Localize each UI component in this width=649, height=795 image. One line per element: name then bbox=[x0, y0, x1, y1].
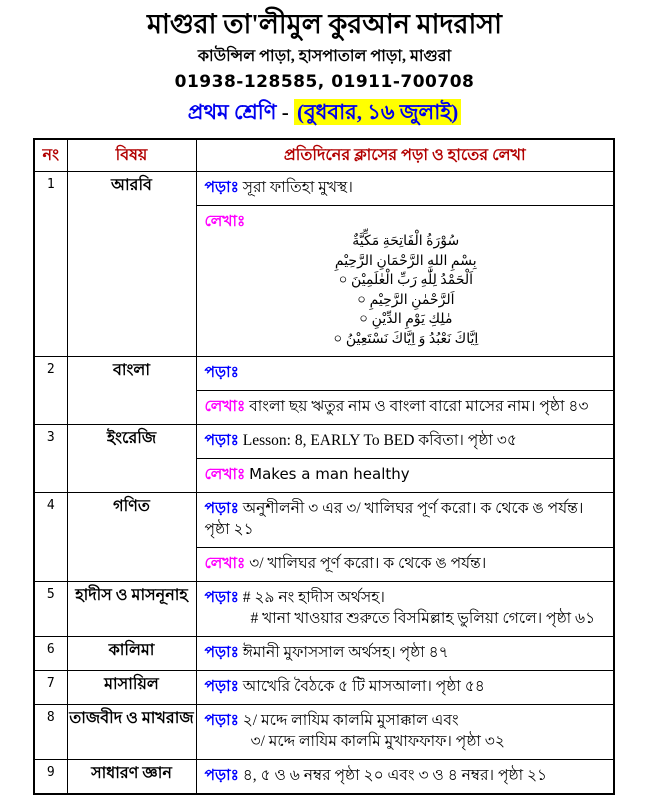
section-text: # ২৯ নং হাদীস অর্থসহ। bbox=[242, 589, 385, 606]
homework-table-body bbox=[34, 172, 614, 795]
lekha-label: লেখাঃ bbox=[204, 555, 250, 572]
column-header-number: নং bbox=[34, 139, 67, 172]
section-text: অনুশীলনী ৩ এর ৩/ খালিঘর পূর্ণ করো। ক থেকে ঙ পর্যন্ত। পৃষ্ঠা ২১ bbox=[204, 500, 584, 538]
row-number: 9 bbox=[34, 760, 67, 795]
day-date-highlight: (বুধবার, ১৬ জুলাই) bbox=[294, 99, 461, 125]
row-number: 4 bbox=[34, 493, 67, 582]
phone-numbers: 01938-128585, 01911-700708 bbox=[174, 72, 475, 92]
pora-label: পড়াঃ bbox=[204, 678, 243, 695]
subject-name: ইংরেজি bbox=[67, 425, 196, 493]
table-row bbox=[34, 760, 614, 795]
lekha-label: লেখাঃ bbox=[204, 466, 250, 483]
pora-label: পড়াঃ bbox=[204, 767, 243, 784]
row-number: 1 bbox=[34, 172, 67, 357]
class-separator: - bbox=[276, 100, 294, 124]
pora-section bbox=[197, 357, 614, 390]
row-number: 6 bbox=[34, 637, 67, 671]
subject-name: বাংলা bbox=[67, 357, 196, 425]
row-content bbox=[196, 357, 614, 425]
subject-name: গণিত bbox=[67, 493, 196, 582]
section-text: Lesson: 8, EARLY To BED কবিতা। পৃষ্ঠা ৩৫ bbox=[242, 432, 517, 449]
lekha-section bbox=[197, 390, 614, 424]
arabic-text-line: ০ اِيَّاكَ نَعْبُدُ وَ اِيَّاكَ نَسْتَعِيْنُ bbox=[333, 331, 479, 347]
subject-name: হাদীস ও মাসনূনাহ bbox=[67, 582, 196, 637]
section-text: ঈমানী মুফাসসাল অর্থসহ। পৃষ্ঠা ৪৭ bbox=[242, 644, 449, 661]
row-number: 7 bbox=[34, 671, 67, 705]
row-content bbox=[196, 582, 614, 637]
table-header-row bbox=[34, 139, 614, 172]
arabic-text-line: ০ مٰلِكِ يَوْمِ الدِّيْنِ bbox=[359, 312, 453, 327]
pora-label: পড়াঃ bbox=[204, 364, 239, 381]
pora-section bbox=[197, 637, 614, 670]
section-text: আখেরি বৈঠকে ৫ টি মাসআলা। পৃষ্ঠা ৫৪ bbox=[242, 678, 485, 695]
table-row bbox=[34, 582, 614, 637]
column-header-lessons: প্রতিদিনের ক্লাসের পড়া ও হাতের লেখা bbox=[196, 139, 614, 172]
pora-label: পড়াঃ bbox=[204, 179, 243, 196]
arabic-text-line: سُوْرَةُ الْفَاتِحَةِ مَكِّيَّةٌ bbox=[352, 234, 460, 249]
row-content bbox=[196, 172, 614, 357]
section-text: ৪, ৫ ও ৬ নম্বর পৃষ্ঠা ২০ এবং ৩ ও ৪ নম্বর। পৃষ্ঠা ২১ bbox=[242, 767, 548, 784]
row-number: 3 bbox=[34, 425, 67, 493]
row-number: 5 bbox=[34, 582, 67, 637]
row-content bbox=[196, 493, 614, 582]
subject-name: সাধারণ জ্ঞান bbox=[67, 760, 196, 795]
column-header-subject: বিষয় bbox=[67, 139, 196, 172]
pora-label: পড়াঃ bbox=[204, 432, 243, 449]
table-row bbox=[34, 705, 614, 760]
row-content bbox=[196, 637, 614, 671]
table-row bbox=[34, 172, 614, 357]
pora-section bbox=[197, 493, 614, 547]
class-and-date-line bbox=[0, 99, 649, 125]
row-number: 2 bbox=[34, 357, 67, 425]
arabic-text-line: ০ اَلْحَمْدُ لِلّٰهِ رَبِّ الْعٰلَمِيْنَ bbox=[338, 273, 474, 288]
row-content bbox=[196, 425, 614, 493]
row-content bbox=[196, 760, 614, 795]
pora-label: পড়াঃ bbox=[204, 712, 243, 729]
pora-section bbox=[197, 425, 614, 458]
lekha-section bbox=[197, 458, 614, 492]
subject-name: আরবি bbox=[67, 172, 196, 357]
lekha-section bbox=[197, 205, 614, 356]
arabic-text-line: بِسْمِ اللهِ الرَّحْمَانِ الرَّحِيْمِ bbox=[334, 253, 477, 269]
section-text: ২/ মদ্দে লাযিম কালমি মুসাক্কাল এবং bbox=[242, 712, 459, 729]
subject-name: তাজবীদ ও মাখরাজ bbox=[67, 705, 196, 760]
table-row bbox=[34, 493, 614, 582]
subject-name: মাসায়িল bbox=[67, 671, 196, 705]
table-row bbox=[34, 357, 614, 425]
pora-section bbox=[197, 172, 614, 205]
section-text: Makes a man healthy bbox=[249, 465, 410, 483]
pora-section bbox=[197, 671, 614, 704]
row-number: 8 bbox=[34, 705, 67, 760]
section-text: ৩/ খালিঘর পূর্ণ করো। ক থেকে ঙ পর্যন্ত। bbox=[249, 555, 487, 572]
pora-label: পড়াঃ bbox=[204, 500, 243, 517]
row-content bbox=[196, 705, 614, 760]
table-row bbox=[34, 425, 614, 493]
table-row bbox=[34, 637, 614, 671]
table-row bbox=[34, 671, 614, 705]
pora-section bbox=[197, 705, 614, 759]
homework-table bbox=[33, 138, 615, 795]
pora-label: পড়াঃ bbox=[204, 644, 243, 661]
arabic-text-line: ০ اَلرَّحْمٰنِ الرَّحِيْمِ bbox=[357, 292, 455, 308]
lekha-label: লেখাঃ bbox=[204, 213, 246, 230]
lekha-label: লেখাঃ bbox=[204, 398, 250, 415]
section-extra-line: # খানা খাওয়ার শুরুতে বিসমিল্লাহ ভুলিয়া গেলে। পৃষ্ঠা ৬১ bbox=[250, 610, 596, 627]
section-text: বাংলা ছয় ঋতুর নাম ও বাংলা বারো মাসের নাম। পৃষ্ঠা ৪৩ bbox=[249, 398, 589, 415]
row-content bbox=[196, 671, 614, 705]
madrasa-address: কাউন্সিল পাড়া, হাসপাতাল পাড়া, মাগুরা bbox=[197, 48, 452, 65]
section-text: সূরা ফাতিহা মুখস্থ। bbox=[242, 179, 353, 196]
pora-section bbox=[197, 760, 614, 793]
lekha-section bbox=[197, 547, 614, 581]
pora-label: পড়াঃ bbox=[204, 589, 243, 606]
pora-section bbox=[197, 582, 614, 636]
class-name: প্রথম শ্রেণি bbox=[187, 100, 277, 124]
section-extra-line: ৩/ মদ্দে লাযিম কালমি মুখাফফাফ। পৃষ্ঠা ৩২ bbox=[250, 733, 505, 750]
subject-name: কালিমা bbox=[67, 637, 196, 671]
madrasa-title: মাগুরা তা'লীমুল কুরআন মাদরাসা bbox=[147, 9, 502, 39]
